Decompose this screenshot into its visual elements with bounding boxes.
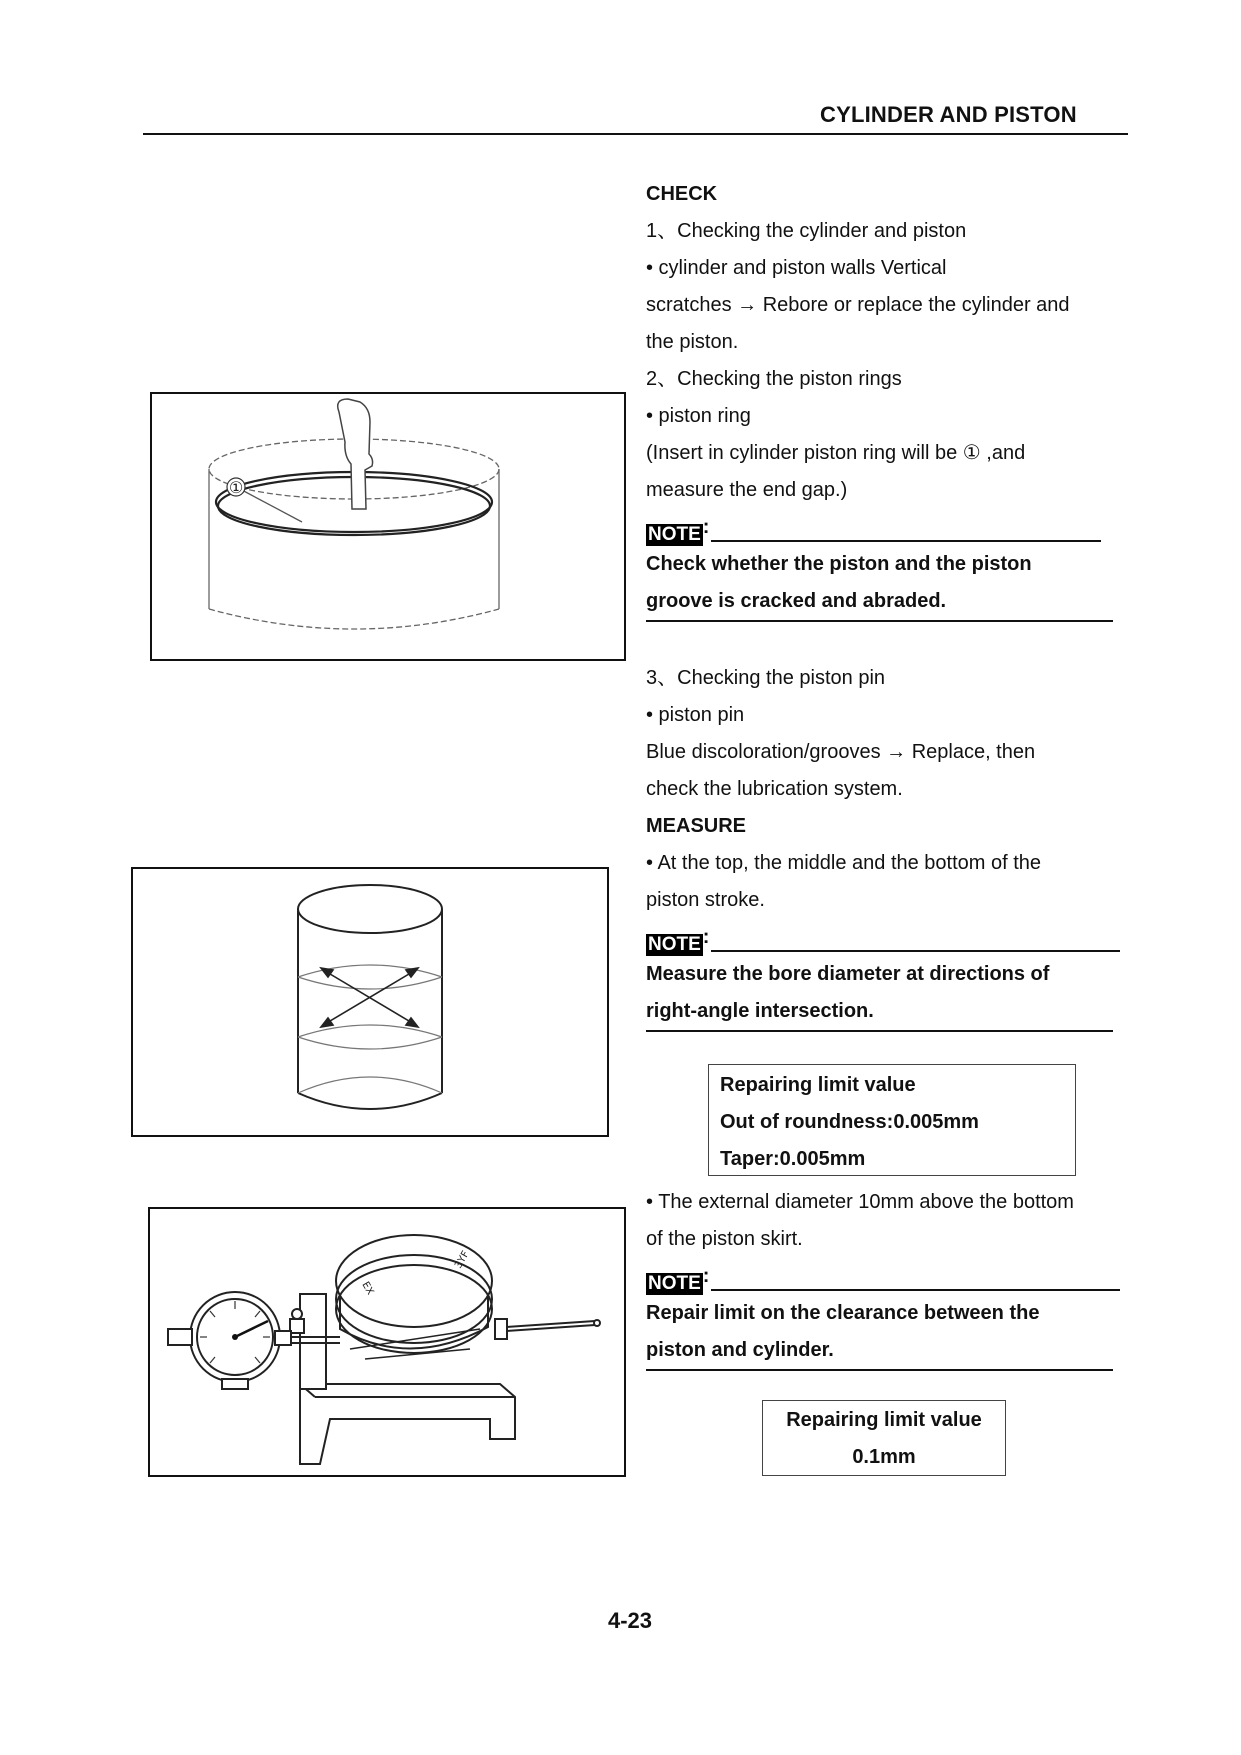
item1-text-a: scratches → Rebore or replace the cylinder and — [646, 294, 1070, 316]
measure-bullet2-b: of the piston skirt. — [646, 1228, 803, 1250]
note3-badge: NOTE — [648, 1273, 701, 1294]
item3-bullet: • piston pin — [646, 704, 745, 726]
header-divider — [143, 133, 1128, 135]
item2-title: 2、Checking the piston rings — [646, 368, 902, 390]
repair-limit-box-1 — [708, 1064, 1076, 1176]
page-header-title: CYLINDER AND PISTON — [820, 102, 1077, 127]
figure-piston-ring-in-cylinder — [150, 392, 626, 661]
note1-colon: : — [702, 516, 710, 538]
note3-text-b: piston and cylinder. — [646, 1332, 1113, 1371]
box1-line2: Taper:0.005mm — [720, 1148, 866, 1170]
note2-row — [646, 919, 1120, 956]
figure-bore-measurement — [131, 867, 609, 1137]
note3-row — [646, 1258, 1120, 1295]
measure-heading: MEASURE — [646, 815, 747, 837]
item3-title: 3、Checking the piston pin — [646, 667, 886, 689]
note2-colon: : — [702, 926, 710, 948]
note2-text-b: right-angle intersection. — [646, 993, 1113, 1032]
note2-rule — [711, 950, 1120, 952]
box1-title: Repairing limit value — [720, 1074, 916, 1096]
item1-title: 1、Checking the cylinder and piston — [646, 220, 967, 242]
check-heading: CHECK — [646, 183, 718, 205]
note2-text-a: Measure the bore diameter at directions of — [646, 963, 1050, 985]
item1-text-b: the piston. — [646, 331, 739, 353]
figure1-callout-label: ① — [228, 478, 244, 497]
note1-badge: NOTE — [648, 524, 701, 545]
check-section — [646, 176, 1126, 622]
piston-mark-3yf: 3YF — [453, 1249, 472, 1271]
item2-bullet: • piston ring — [646, 405, 751, 427]
note1-rule — [711, 540, 1101, 542]
item3-text-a: Blue discoloration/grooves → Replace, then — [646, 741, 1036, 763]
measure-bullet2-a: • The external diameter 10mm above the bottom — [646, 1191, 1074, 1213]
figure-piston-diameter-gauge — [148, 1207, 626, 1477]
measure-section-2 — [646, 1184, 1126, 1371]
repair-limit-box-2 — [762, 1400, 1006, 1476]
item1-bullet: • cylinder and piston walls Vertical — [646, 257, 947, 279]
box2-value: 0.1mm — [852, 1446, 916, 1468]
piston-mark-ex: EX — [359, 1280, 376, 1297]
check-section-2 — [646, 660, 1126, 1032]
item2-text-a: (Insert in cylinder piston ring will be ① ,and — [646, 442, 1026, 464]
item3-text-b: check the lubrication system. — [646, 778, 903, 800]
measure-bullet1-a: • At the top, the middle and the bottom of the — [646, 852, 1042, 874]
item2-text-b: measure the end gap.) — [646, 479, 848, 501]
measure-bullet1-b: piston stroke. — [646, 889, 765, 911]
note1-text-b: groove is cracked and abraded. — [646, 583, 1113, 622]
page-number: 4-23 — [608, 1608, 653, 1633]
box2-title: Repairing limit value — [786, 1409, 982, 1431]
note3-colon: : — [702, 1265, 710, 1287]
note3-rule — [711, 1289, 1120, 1291]
note1-text-a: Check whether the piston and the piston — [646, 553, 1032, 575]
box1-line1: Out of roundness:0.005mm — [720, 1111, 979, 1133]
note1-row — [646, 509, 1101, 546]
note2-badge: NOTE — [648, 934, 701, 955]
note3-text-a: Repair limit on the clearance between the — [646, 1302, 1040, 1324]
